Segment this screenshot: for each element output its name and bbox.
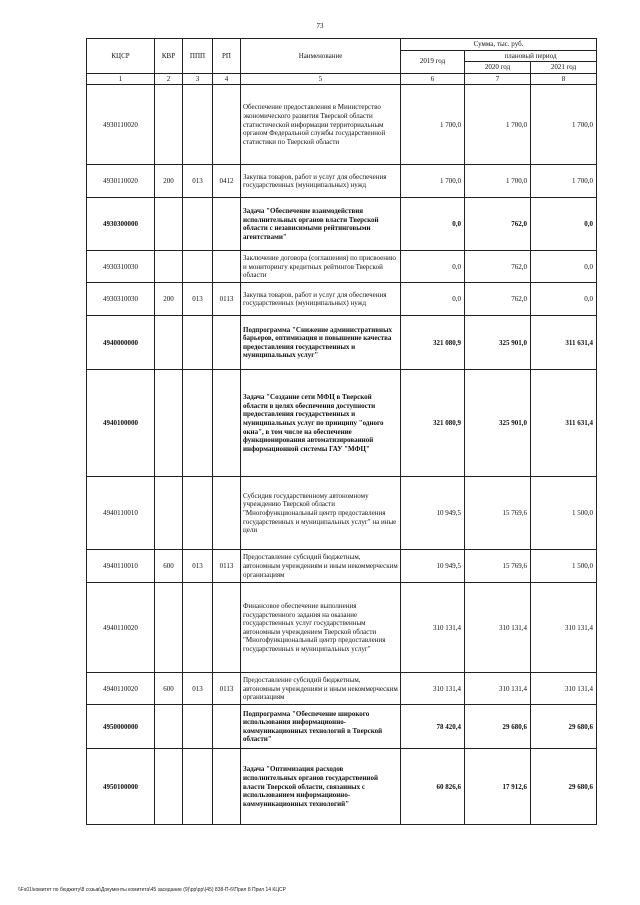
cell-2019: 310 131,4 [401,583,465,673]
header-rp: РП [213,39,241,74]
cell-rp: 0113 [213,283,241,316]
cell-kcsr: 4950100000 [87,749,155,825]
cell-ppp: 013 [183,550,213,583]
cell-kvr: 200 [155,165,183,198]
cell-kvr: 600 [155,673,183,705]
cell-2019: 321 080,9 [401,316,465,370]
cell-kcsr: 4940110010 [87,477,155,550]
cell-2021: 310 131,4 [531,583,597,673]
cell-2021: 0,0 [531,198,597,251]
cell-2020: 29 680,6 [465,705,531,749]
cell-kcsr: 4930110020 [87,165,155,198]
cell-2019: 78 420,4 [401,705,465,749]
cell-kcsr: 4950000000 [87,705,155,749]
cell-name: Закупка товаров, работ и услуг для обеспечения государственных (муниципальных) нужд [241,283,401,316]
cell-rp [213,251,241,283]
cell-ppp: 013 [183,283,213,316]
cell-kvr [155,583,183,673]
cell-2021: 1 700,0 [531,165,597,198]
cell-2020: 762,0 [465,251,531,283]
budget-table [86,38,597,825]
cell-2021: 1 500,0 [531,477,597,550]
table-row [87,705,597,749]
cell-ppp [183,749,213,825]
cell-2020: 15 769,6 [465,550,531,583]
cell-ppp [183,85,213,165]
table-row [87,85,597,165]
cell-2019: 0,0 [401,198,465,251]
cell-kvr: 200 [155,283,183,316]
cell-rp [213,705,241,749]
cell-2020: 310 131,4 [465,673,531,705]
column-number: 1 [87,73,155,85]
table-row [87,749,597,825]
cell-ppp [183,583,213,673]
cell-ppp: 013 [183,673,213,705]
cell-2019: 0,0 [401,283,465,316]
table-row [87,198,597,251]
cell-2021: 29 680,6 [531,705,597,749]
cell-name: Заключение договора (соглашения) по присвоению и мониторингу кредитных рейтингов Тверской области [241,251,401,283]
cell-name: Предоставление субсидий бюджетным, автономным учреждениям и иным некоммерческим организациям [241,673,401,705]
cell-kcsr: 4940110020 [87,583,155,673]
cell-kvr [155,370,183,477]
header-name: Наименование [241,39,401,74]
column-number: 7 [465,73,531,85]
cell-kcsr: 4930300000 [87,198,155,251]
cell-2019: 10 949,5 [401,550,465,583]
table-row [87,673,597,705]
cell-2020: 325 901,0 [465,370,531,477]
table-row [87,316,597,370]
table-row [87,583,597,673]
cell-2020: 325 901,0 [465,316,531,370]
cell-2020: 1 700,0 [465,165,531,198]
cell-2021: 29 680,6 [531,749,597,825]
cell-ppp [183,251,213,283]
cell-2020: 17 912,6 [465,749,531,825]
table-row [87,165,597,198]
cell-name: Закупка товаров, работ и услуг для обеспечения государственных (муниципальных) нужд [241,165,401,198]
cell-2021: 1 500,0 [531,550,597,583]
table-row [87,477,597,550]
cell-2019: 10 949,5 [401,477,465,550]
cell-name: Подпрограмма "Обеспечение широкого использования информационно-коммуникационных технологий в Тверской области" [241,705,401,749]
cell-2020: 762,0 [465,198,531,251]
cell-kcsr: 4940100000 [87,370,155,477]
column-number: 6 [401,73,465,85]
cell-kcsr: 4940110020 [87,673,155,705]
cell-2019: 1 700,0 [401,165,465,198]
cell-kcsr: 4930310030 [87,251,155,283]
cell-kvr [155,705,183,749]
cell-ppp [183,477,213,550]
cell-2021: 0,0 [531,283,597,316]
cell-name: Предоставление субсидий бюджетным, автономным учреждениям и иным некоммерческим организациям [241,550,401,583]
column-number: 5 [241,73,401,85]
cell-rp [213,583,241,673]
cell-rp [213,198,241,251]
cell-rp [213,749,241,825]
cell-rp [213,477,241,550]
cell-rp: 0113 [213,550,241,583]
cell-kcsr: 4940000000 [87,316,155,370]
cell-2019: 310 131,4 [401,673,465,705]
header-2019: 2019 год [401,50,465,73]
cell-rp [213,370,241,477]
cell-kvr [155,251,183,283]
table-row [87,251,597,283]
cell-2021: 0,0 [531,251,597,283]
cell-ppp [183,316,213,370]
cell-2020: 310 131,4 [465,583,531,673]
table-row [87,283,597,316]
cell-kvr [155,316,183,370]
cell-name: Задача "Обеспечение взаимодействия исполнительных органов власти Тверской области с независимыми рейтинговыми агентствами" [241,198,401,251]
header-kcsr: КЦСР [87,39,155,74]
cell-rp [213,316,241,370]
cell-kcsr: 4930310030 [87,283,155,316]
header-planned-period: плановый период [465,50,597,62]
cell-ppp [183,705,213,749]
cell-kvr [155,198,183,251]
cell-name: Задача "Создание сети МФЦ в Тверской области в целях обеспечения доступности предоставления государственных и муниципальных услуг по принципу "одного окна", в том числе на обеспечение функционирования автоматизированной информационной системы ГАУ "МФЦ" [241,370,401,477]
cell-name: Подпрограмма "Снижение административных барьеров, оптимизация и повышение качества предоставления государственных и муниципальных услуг" [241,316,401,370]
cell-2019: 0,0 [401,251,465,283]
column-number: 2 [155,73,183,85]
column-number: 8 [531,73,597,85]
cell-2019: 60 826,6 [401,749,465,825]
cell-2019: 1 700,0 [401,85,465,165]
cell-2020: 1 700,0 [465,85,531,165]
header-2020: 2020 год [465,62,531,74]
column-number: 4 [213,73,241,85]
cell-kvr: 600 [155,550,183,583]
cell-name: Финансовое обеспечение выполнения государственного задания на оказание государственных услуг государственным автономным учреждением Тверской области "Многофункциональный центр предоставления государственных и муниципальных услуг" [241,583,401,673]
header-ppp: ППП [183,39,213,74]
footer-file-path: \\Fs01\комитет по бюджету\8 созыв\Документы комитета\45 заседание (9)\рр\рр\(45) 838-П-6\Прил 8 Прил 14 КЦСР [18,887,286,893]
table-body [87,85,597,825]
cell-2021: 1 700,0 [531,85,597,165]
column-number: 3 [183,73,213,85]
cell-rp: 0113 [213,673,241,705]
header-2021: 2021 год [531,62,597,74]
cell-kcsr: 4940110010 [87,550,155,583]
header-sum: Сумма, тыс. руб. [401,39,597,51]
cell-kvr [155,85,183,165]
cell-2021: 310 131,4 [531,673,597,705]
cell-name: Задача "Оптимизация расходов исполнительных органов государственной власти Тверской области, связанных с использованием информационно-коммуникационных технологий" [241,749,401,825]
cell-kvr [155,749,183,825]
cell-2021: 311 631,4 [531,370,597,477]
table-row [87,370,597,477]
cell-2019: 321 080,9 [401,370,465,477]
header-kvr: КВР [155,39,183,74]
cell-rp: 0412 [213,165,241,198]
cell-name: Обеспечение предоставления в Министерство экономического развития Тверской области статистической информации территориальным органом Федеральной службы государственной статистики по Тверской области [241,85,401,165]
page-number: 73 [316,22,324,30]
cell-2020: 15 769,6 [465,477,531,550]
cell-ppp [183,198,213,251]
table-row [87,550,597,583]
cell-kvr [155,477,183,550]
cell-rp [213,85,241,165]
cell-ppp [183,370,213,477]
cell-2020: 762,0 [465,283,531,316]
cell-ppp: 013 [183,165,213,198]
cell-2021: 311 631,4 [531,316,597,370]
cell-kcsr: 4930110020 [87,85,155,165]
cell-name: Субсидия государственному автономному учреждению Тверской области "Многофункциональный центр предоставления государственных и муниципальных услуг" на иные цели [241,477,401,550]
